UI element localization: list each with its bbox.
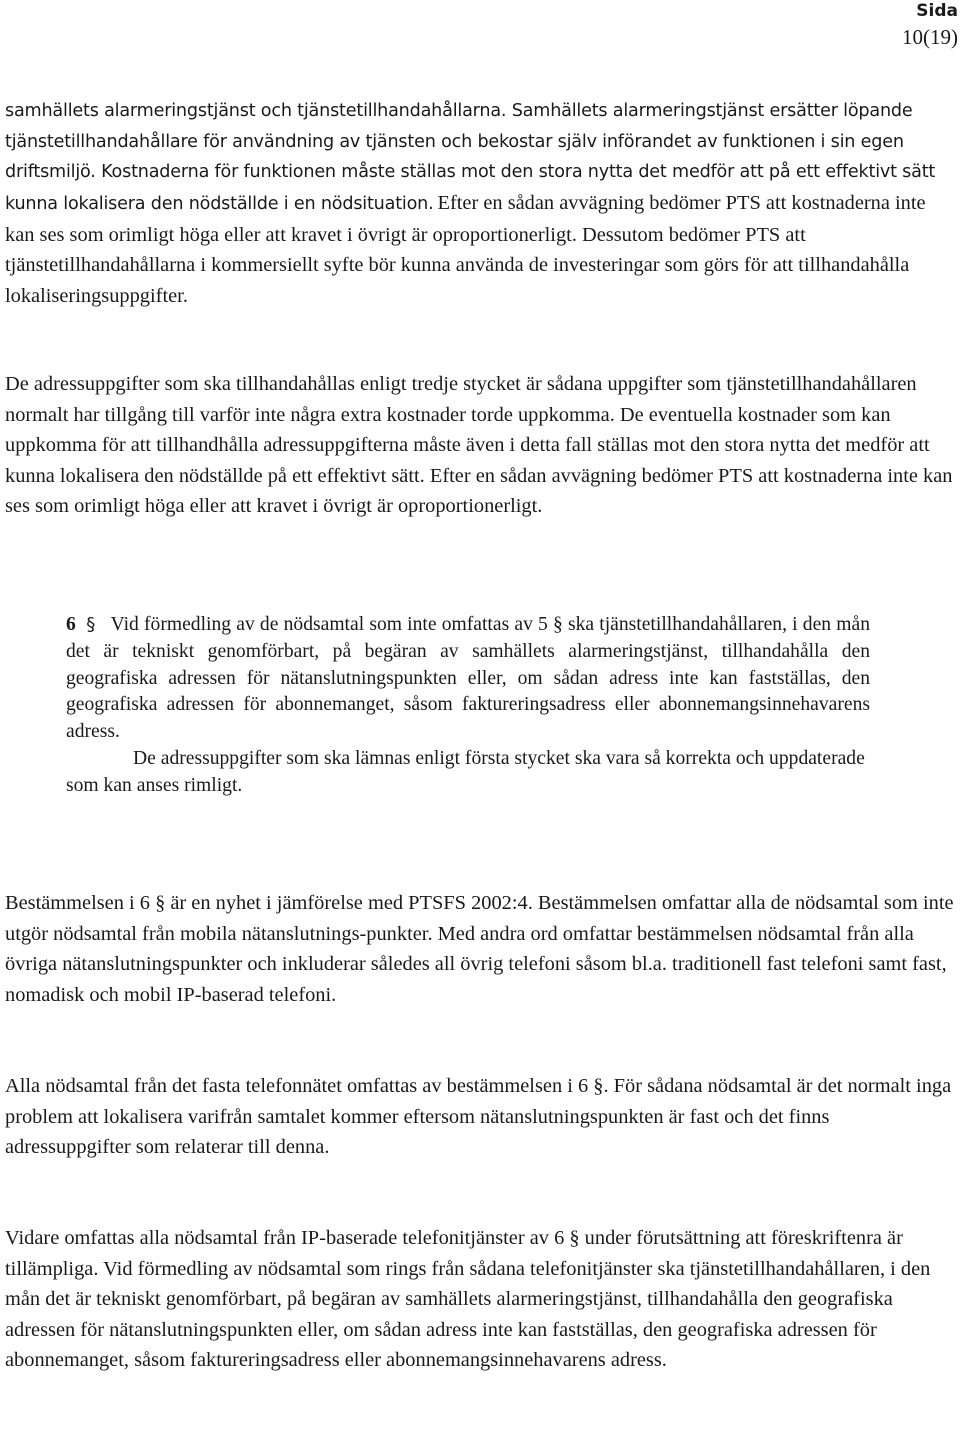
paragraph-2: De adressuppgifter som ska tillhandahållas enligt tredje stycket är sådana uppgifter som tjänstetillhandahållaren normalt har tillgång till varför inte några extra kostnader torde uppkomma. De eventuella kostnader som kan uppkomma för att tillhandhålla adressuppgifterna måste även i detta fall ställas mot den stora nytta det medför att kunna lokalisera den nödställde på ett effektivt sätt. Efter en sådan avvägning bedömer PTS att kostnaderna inte kan ses som orimligt höga eller att kravet i övrigt är oproportionerligt. (5, 373, 953, 518)
paragraph-1 (5, 96, 955, 312)
paragraph-1-sans: samhällets alarmeringstjänst och tjänstetillhandahållarna. Samhällets alarmeringstjänst ersätter löpande tjänstetillhandahållare för användning av tjänsten och bekostar själv införandet av funktionen i sin egen driftsmiljö. Kostnaderna för funktionen måste ställas mot den stora nytta det medför att på ett effektivt sätt kunna lokalisera den nödställde i en nödsituation. (5, 101, 936, 215)
page-header (902, 0, 958, 50)
paragraph-5: Vidare omfattas alla nödsamtal från IP-baserade telefonitjänster av 6 § under förutsättning att föreskriftenra är tillämpliga. Vid förmedling av nödsamtal som rings från sådana telefonitjänster ska tjänstetillhandahållaren, i den mån det är tekniskt genomförbart, på begäran av samhällets alarmeringstjänst, tillhandahålla den geografiska adressen för nätanslutningspunkten eller, om sådan adress inte kan fastställas, den geografiska adressen för abonnemanget, såsom faktureringsadress eller abonnemangsinnehavarens adress. (5, 1227, 931, 1372)
paragraph-1-serif: Efter en sådan avvägning bedömer PTS att kostnaderna inte kan ses som orimligt höga eller att kravet i övrigt är oproportionerligt. Dessutom bedömer PTS att tjänstetillhandahållarna i kommersiellt syfte bör kunna använda de investeringar som görs för att tillhandahålla lokaliseringsuppgifter. (5, 192, 926, 307)
section-text: Vid förmedling av de nödsamtal som inte omfattas av 5 § ska tjänstetillhandahållaren, i den mån det är tekniskt genomförbart, på begäran av samhällets alarmeringstjänst, tillhandahålla den geografiska adressen för nätanslutningspunkten eller, om sådan adress inte kan fastställas, den geografiska adressen för abonnemanget, såsom faktureringsadress eller abonnemangsinnehavarens adress. (66, 614, 870, 743)
section-6 (66, 612, 870, 800)
section-text-2: De adressuppgifter som ska lämnas enligt första stycket ska vara så korrekta och uppdaterade som kan anses rimligt. (66, 747, 865, 796)
paragraph-3: Bestämmelsen i 6 § är en nyhet i jämförelse med PTSFS 2002:4. Bestämmelsen omfattar alla de nödsamtal som inte utgör nödsamtal från mobila nätanslutnings-punkter. Med andra ord omfattar bestämmelsen nödsamtal från alla övriga nätanslutningspunkter och inkluderar således all övrig telefoni såsom bl.a. traditionell fast telefoni samt fast, nomadisk och mobil IP-baserad telefoni. (5, 892, 954, 1006)
paragraph-4: Alla nödsamtal från det fasta telefonnätet omfattas av bestämmelsen i 6 §. För sådana nödsamtal är det normalt inga problem att lokalisera varifrån samtalet kommer eftersom nätanslutningspunkten är fast och det finns adressuppgifter som relaterar till denna. (5, 1075, 952, 1159)
page-number: 10(19) (902, 25, 958, 49)
section-number: 6 (66, 614, 76, 635)
page-label: Sida (916, 1, 958, 21)
section-symbol: § (86, 614, 96, 635)
